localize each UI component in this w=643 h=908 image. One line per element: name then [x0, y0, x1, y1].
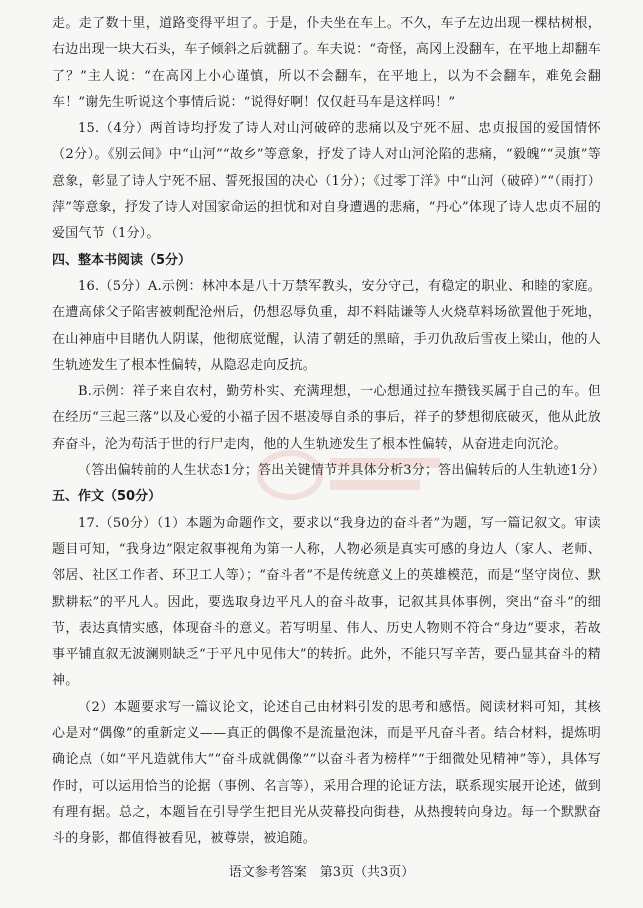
answer-paragraph: B.示例：祥子来自农村，勤劳朴实、充满理想，一心想通过拉车攒钱买属于自己的车。但在经历“三起三落”以及心爱的小福子因不堪凌辱自杀的事后，祥子的梦想彻底破灭，他从此放弃奋斗，沦为苟活于世的行尸走肉，他的人生轨迹发生了根本性偏转，从奋进走向沉沦。 — [52, 384, 601, 452]
answer-paragraph: 16.（5分）A.示例：林冲本是八十万禁军教头，安分守己，有稳定的职业、和睦的家庭。在遭高俅父子陷害被刺配沧州后，仍想忍辱负重，却不料陆谦等人火烧草料场欲置他于死地，在山神庙中目睹仇人阴谋，他彻底觉醒，认清了朝廷的黑暗，手刃仇敌后雪夜上梁山，他的人生轨迹发生了根本性偏转，从隐忍走向反抗。 — [52, 278, 601, 373]
answer-paragraph: 17.（50分）（1）本题为命题作文，要求以“我身边的奋斗者”为题，写一篇记叙文。审读题目可知，“我身边”限定叙事视角为第一人称，人物必须是真实可感的身边人（家人、老师、邻居、社区工作者、环卫工人等）；“奋斗者”不是传统意义上的英雄模范，而是“坚守岗位、默默耕耘”的平凡人。因此，要选取身边平凡人的奋斗故事，记叙其具体事例，突出“奋斗”的细节，表达真情实感，体现奋斗的意义。若写明星、伟人、历史人物则不符合“身边”要求，若故事平铺直叙无波澜则缺乏“于平凡中见伟大”的转折。此外，不能只写辛苦，要凸显其奋斗的精神。 — [52, 515, 601, 689]
section-heading: 五、作文（50分） — [52, 489, 162, 505]
answer-paragraph: 走。走了数十里，道路变得平坦了。于是，仆夫坐在车上。不久，车子左边出现一棵枯树根，右边出现一块大石头，车子倾斜之后就翻了。车夫说：“奇怪，高冈上没翻车，在平地上却翻车了？”主人说：“在高冈上小心谨慎，所以不会翻车，在平地上，以为不会翻车，难免会翻车！”谢先生听说这个事情后说：“说得好啊！仅仅赶马车是这样吗！” — [52, 16, 601, 110]
page-footer: 语文参考答案 第3页（共3页） — [228, 865, 415, 880]
answer-paragraph: 15.（4分）两首诗均抒发了诗人对山河破碎的悲痛以及宁死不屈、忠贞报国的爱国情怀（2分）。《别云间》中“山河”“故乡”等意象，抒发了诗人对山河沦陷的悲痛，“毅魄”“灵旗”等意象，彰显了诗人宁死不屈、誓死报国的决心（1分）；《过零丁洋》中“山河（破碎）”“（雨打）萍”等意象，抒发了诗人对国家命运的担忧和对自身遭遇的悲痛，“丹心”体现了诗人忠贞不屈的爱国气节（1分）。 — [52, 121, 601, 242]
page-content — [52, 11, 606, 853]
section-heading: 四、整本书阅读（5分） — [52, 252, 192, 268]
answer-paragraph: （答出偏转前的人生状态1分；答出关键情节并具体分析3分；答出偏转后的人生轨迹1分） — [78, 463, 606, 479]
answer-paragraph: （2）本题要求写一篇议论文，论述自己由材料引发的思考和感悟。阅读材料可知，其核心是对“偶像”的重新定义——真正的偶像不是流量泡沫，而是平凡奋斗者。结合材料，提炼明确论点（如“平凡造就伟大”“奋斗成就偶像”“以奋斗者为榜样”“于细微处见精神”等），具体写作时，可以运用恰当的论据（事例、名言等），采用合理的论证方法，联系现实展开论述，做到有理有据。总之，本题旨在引导学生把目光从荧幕投向街巷，从热搜转向身边。每一个默默奋斗的身影，都值得被看见，被尊崇，被追随。 — [52, 699, 601, 847]
